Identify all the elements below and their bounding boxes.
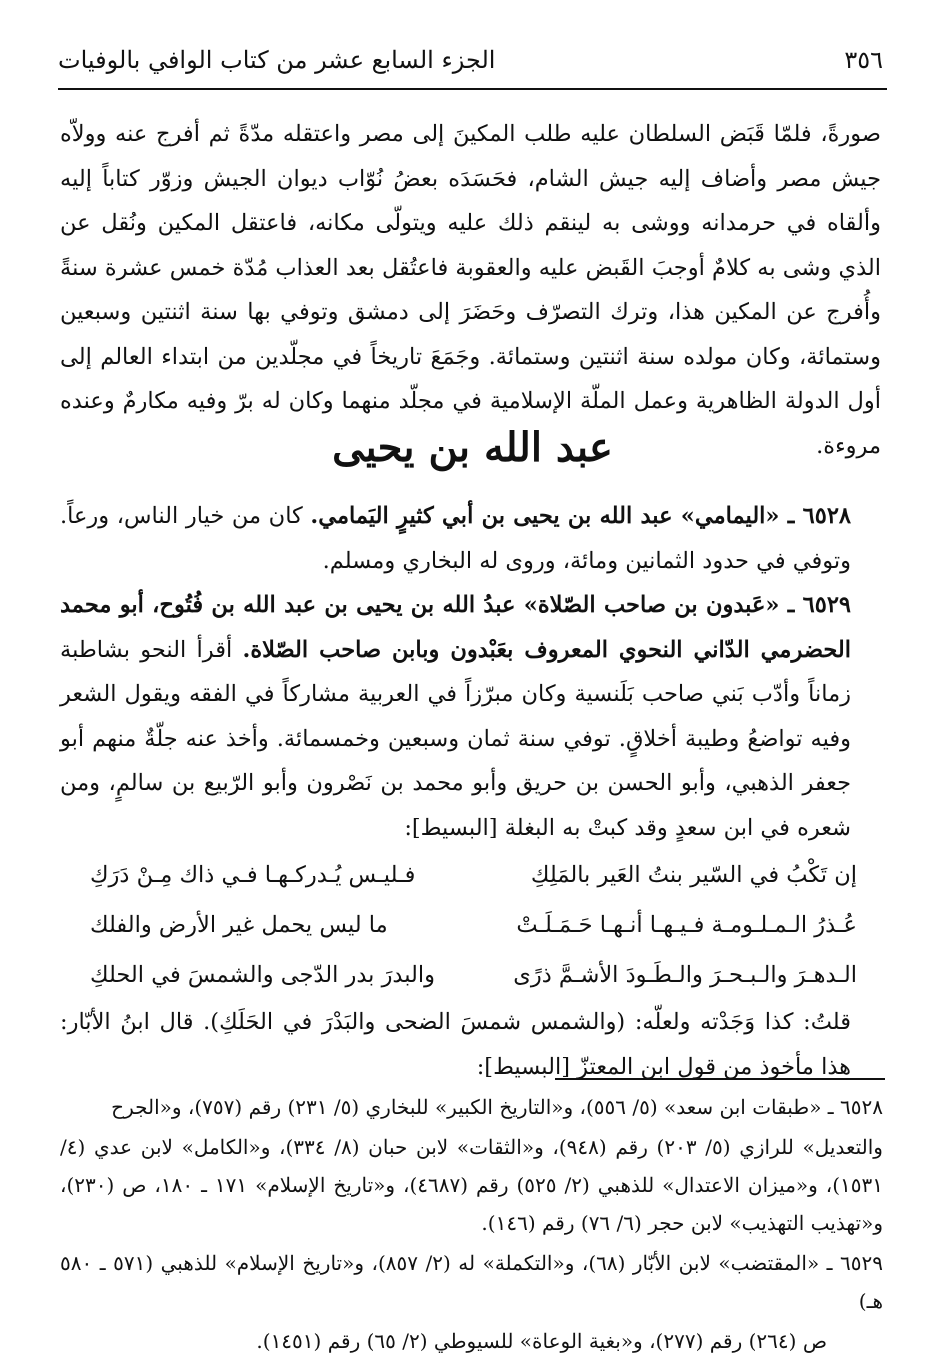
page-number: ٣٥٦ <box>844 46 883 74</box>
intro-paragraph <box>60 112 881 468</box>
verse-second-hemistich: والبدرَ بدر الدّجى والشمسَ في الحلكِ <box>90 961 436 988</box>
footnote-6529-cont: ص (٢٦٤) رقم (٢٧٧)، و«بغية الوعاة» للسيوطي (٢/ ٦٥) رقم (١٤٥١). <box>256 1329 827 1353</box>
intro-text: صورةً، فلمّا قَبَض السلطان عليه طلب المكينَ إلى مصر واعتقله مدّةً ثم أفرج عنه وولاّه جيش مصر وأضاف إليه جيش الشام، فحَسَدَه بعضُ نُوّاب ديوان الجيش وزوّر كتاباً إليه وألقاه في حرمدانه ووشى به لينقم ذلك عليه ويتولّى مكانه، فاعتقل المكين ونُقل عن الذي وشى به كلامٌ أوجبَ القَبض عليه والعقوبة فاعتُقل بعد العذاب مُدّة خمس عشرة سنةً وأُفرج عن المكين هذا، وترك التصرّف وحَضَرَ إلى دمشق وتوفي بها سنة اثنتين وسبعين وستمائة، وكان مولده سنة اثنتين وستمائة. وجَمَعَ تاريخاً في مجلّدين من ابتداء العالم إلى أول الدولة الظاهرية وعمل الملّة الإسلامية في مجلّد منهما وكان له برّ وفيه مكارمٌ وعنده مروءة. <box>60 121 881 459</box>
header-rule <box>58 88 887 90</box>
verse-first-hemistich: عُـذرُ الـمـلـومـة فـيـهـا أنـهـا حَـمَـلَـتْ <box>516 911 857 938</box>
running-title: الجزء السابع عشر من كتاب الوافي بالوفيات <box>58 46 496 74</box>
verse-second-hemistich: ما ليس يحمل غير الأرض والفلك <box>90 911 388 938</box>
page-header <box>58 38 883 82</box>
section-title: عبد الله بن يحيى <box>332 424 613 471</box>
footnote-6529-first: ٦٥٢٩ ـ «المقتضب» لابن الأبّار (٦٨)، و«التكملة» له (٢/ ٨٥٧)، و«تاريخ الإسلام» للذهبي (٥٧١ ـ ٥٨٠ هـ) <box>60 1251 883 1313</box>
poem <box>60 850 881 1000</box>
entry-6528 <box>60 494 881 583</box>
verse-line <box>60 850 881 900</box>
verse-line <box>60 950 881 1000</box>
verse-line <box>60 900 881 950</box>
verse-first-hemistich: إن تَكْبُ في السّير بنتُ العَير بالمَلِكِ <box>530 861 857 888</box>
after-verses-text: قلتُ: كذا وَجَدْته ولعلّه: (والشمس شمسَ الضحى والبَدْرَ في الحَلَكِ). قال ابنُ الأبّار: هذا مأخوذ من قول ابن المعتزّ [البسيط]: <box>60 1009 851 1080</box>
footnote-6528-cont: والتعديل» للرازي (٥/ ٢٠٣) رقم (٩٤٨)، و«الثقات» لابن حبان (٨/ ٣٣٤)، و«الكامل» لابن عدي (٤/ ١٥٣١)، و«ميزان الاعتدال» للذهبي (٢/ ٥٢٥) رقم (٤٦٨٧)، و«تاريخ الإسلام» ١٧١ ـ ١٨٠، ص (٢٣٠)، و«تهذيب التهذيب» لابن حجر (٦/ ٧٦) رقم (١٤٦). <box>60 1135 883 1235</box>
entry-6529-head: ٦٥٢٩ ـ «عَبدون بن صاحب الصّلاة» عبدُ الله بن يحيى بن عبد الله بن فُتُوح، أبو محمد الحضرمي الدّاني النحوي المعروف بعَبْدون وبابن صاحب الصّلاة. <box>60 592 852 663</box>
entry-6529-text: أقرأ النحو بشاطبة زماناً وأدّب بَني صاحب بَلَنسية وكان مبرّزاً في العربية مشاركاً في الفقه ويقول الشعر وفيه تواضعُ وطيبة أخلاقٍ. توفي سنة ثمان وسبعين وخمسمائة. وأخذ عنه جلّةٌ منهم أبو جعفر الذهبي، وأبو الحسن بن حريق وأبو محمد بن نَصْرون وأبو الرّبيع بن سالمٍ، ومن شعره في ابن سعدٍ وقد كبتْ به البغلة [البسيط]: <box>60 636 851 841</box>
footnote-rule <box>555 1078 885 1080</box>
footnote-6528 <box>60 1088 883 1126</box>
verse-first-hemistich: الـدهـرَ والـبـحـرَ والـطَـودَ الأشـمَّ ذرًى <box>513 961 857 988</box>
entry-6529 <box>60 583 881 850</box>
entry-6528-head: ٦٥٢٨ ـ «اليمامي» عبد الله بن يحيى بن أبي كثيرٍ اليَمامي. <box>310 503 851 529</box>
entries <box>60 494 881 1089</box>
verse-second-hemistich: فـليـس يُـدركـهـا فـي ذاك مِـنْ دَرَكِ <box>90 861 416 888</box>
entry-6528-text: كان من خيار الناس، ورعاً. وتوفي في حدود الثمانين ومائة، وروى له البخاري ومسلم. <box>60 503 851 574</box>
footnotes <box>60 1088 883 1362</box>
footnote-6529 <box>60 1244 883 1320</box>
footnote-6528-first: ٦٥٢٨ ـ «طبقات ابن سعد» (٥/ ٥٥٦)، و«التاريخ الكبير» للبخاري (٥/ ٢٣١) رقم (٧٥٧)، و«الجرح <box>111 1095 883 1119</box>
